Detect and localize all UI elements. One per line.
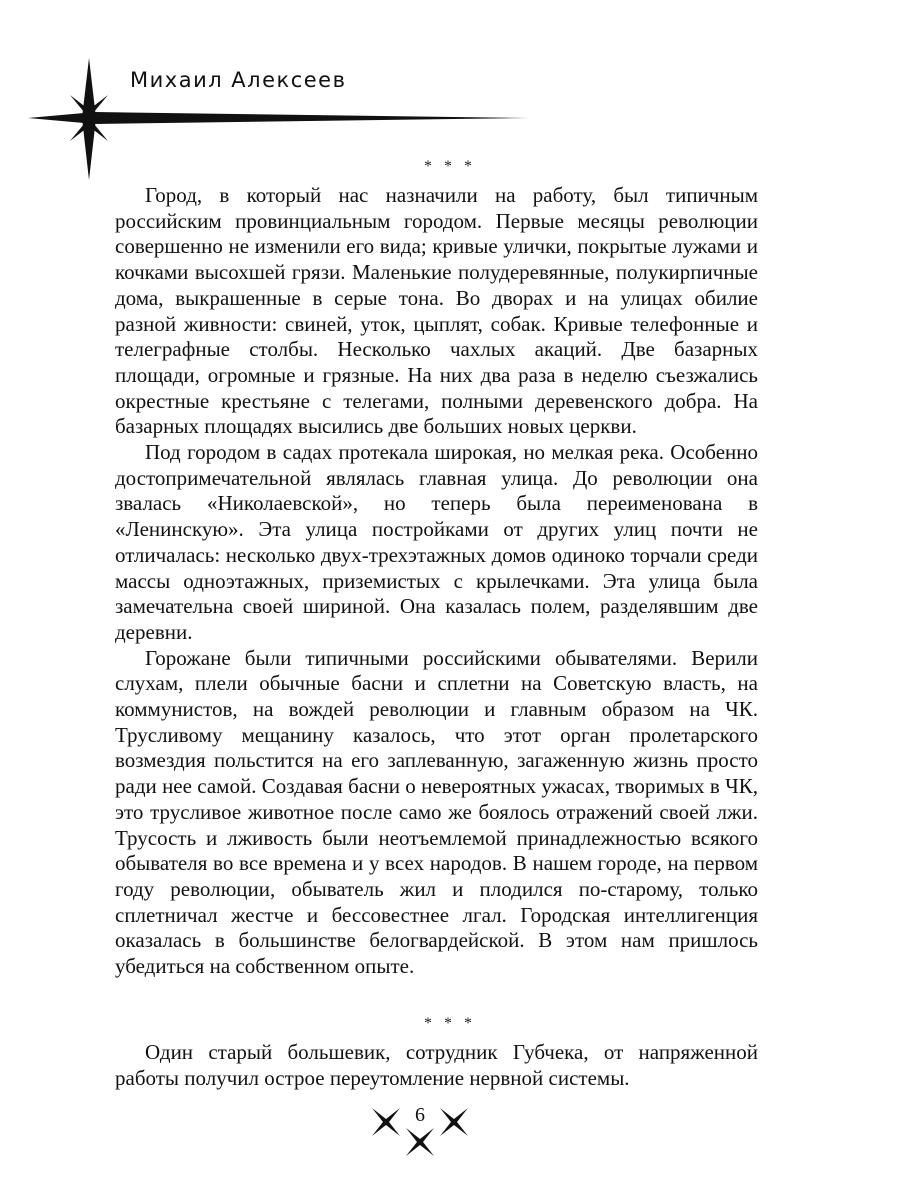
- section-separator: * * *: [424, 158, 476, 175]
- paragraph: Один старый большевик, сотрудник Губчека, от напряженной работы получил острое переутомление нервной системы.: [115, 1040, 758, 1090]
- author-name: Михаил Алексеев: [130, 68, 347, 92]
- section-separator: * * *: [424, 1015, 476, 1032]
- paragraph: Горожане были типичными российскими обывателями. Верили слухам, плели обычные басни и сплетни на Советскую власть, на коммунистов, на вождей революции и главным образом на ЧК. Трусливому мещанину казалось, что этот орган пролетарского возмездия польстится на его заплеванную, загаженную жизнь просто ради нее самой. Создавая басни о невероятных ужасах, творимых в ЧК, это трусливое животное после само же боялось отражений своей лжи. Трусость и лживость были неотъемлемой принадлежностью всякого обывателя во все времена и у всех народов. В нашем городе, на первом году революции, обыватель жил и плодился по-старому, только сплетничал жестче и бессовестнее лгал. Городская интеллигенция оказалась в большинстве белогвардейской. В этом нам пришлось убедиться на собственном опыте.: [115, 645, 758, 979]
- paragraph: Город, в который нас назначили на работу, был типичным российским провинциальным городом. Первые месяцы революции совершенно не изменили его вида; кривые улички, покрытые лужами и кочками высохшей грязи. Маленькие полудеревянные, полукирпичные дома, выкрашенные в серые тона. Во дворах и на улицах обилие разной живности: свиней, уток, цыплят, собак. Кривые телефонные и телеграфные столбы. Несколько чахлых акаций. Две базарных площади, огромные и грязные. На них два раза в неделю съезжались окрестные крестьяне с телегами, полными деревенского добра. На базарных площадях высились две больших новых церкви.: [115, 183, 758, 439]
- page-number: 6: [415, 1104, 425, 1126]
- paragraph: Под городом в садах протекала широкая, но мелкая река. Особенно достопримечательной являлась главная улица. До революции она звалась «Николаевской», но теперь была переименована в «Ленинскую». Эта улица постройками от других улиц почти не отличалась: несколько двух-трехэтажных домов одиноко торчали среди массы одноэтажных, приземистых с крылечками. Эта улица была замечательна своей шириной. Она казалась полем, разделявшим две деревни.: [115, 440, 758, 644]
